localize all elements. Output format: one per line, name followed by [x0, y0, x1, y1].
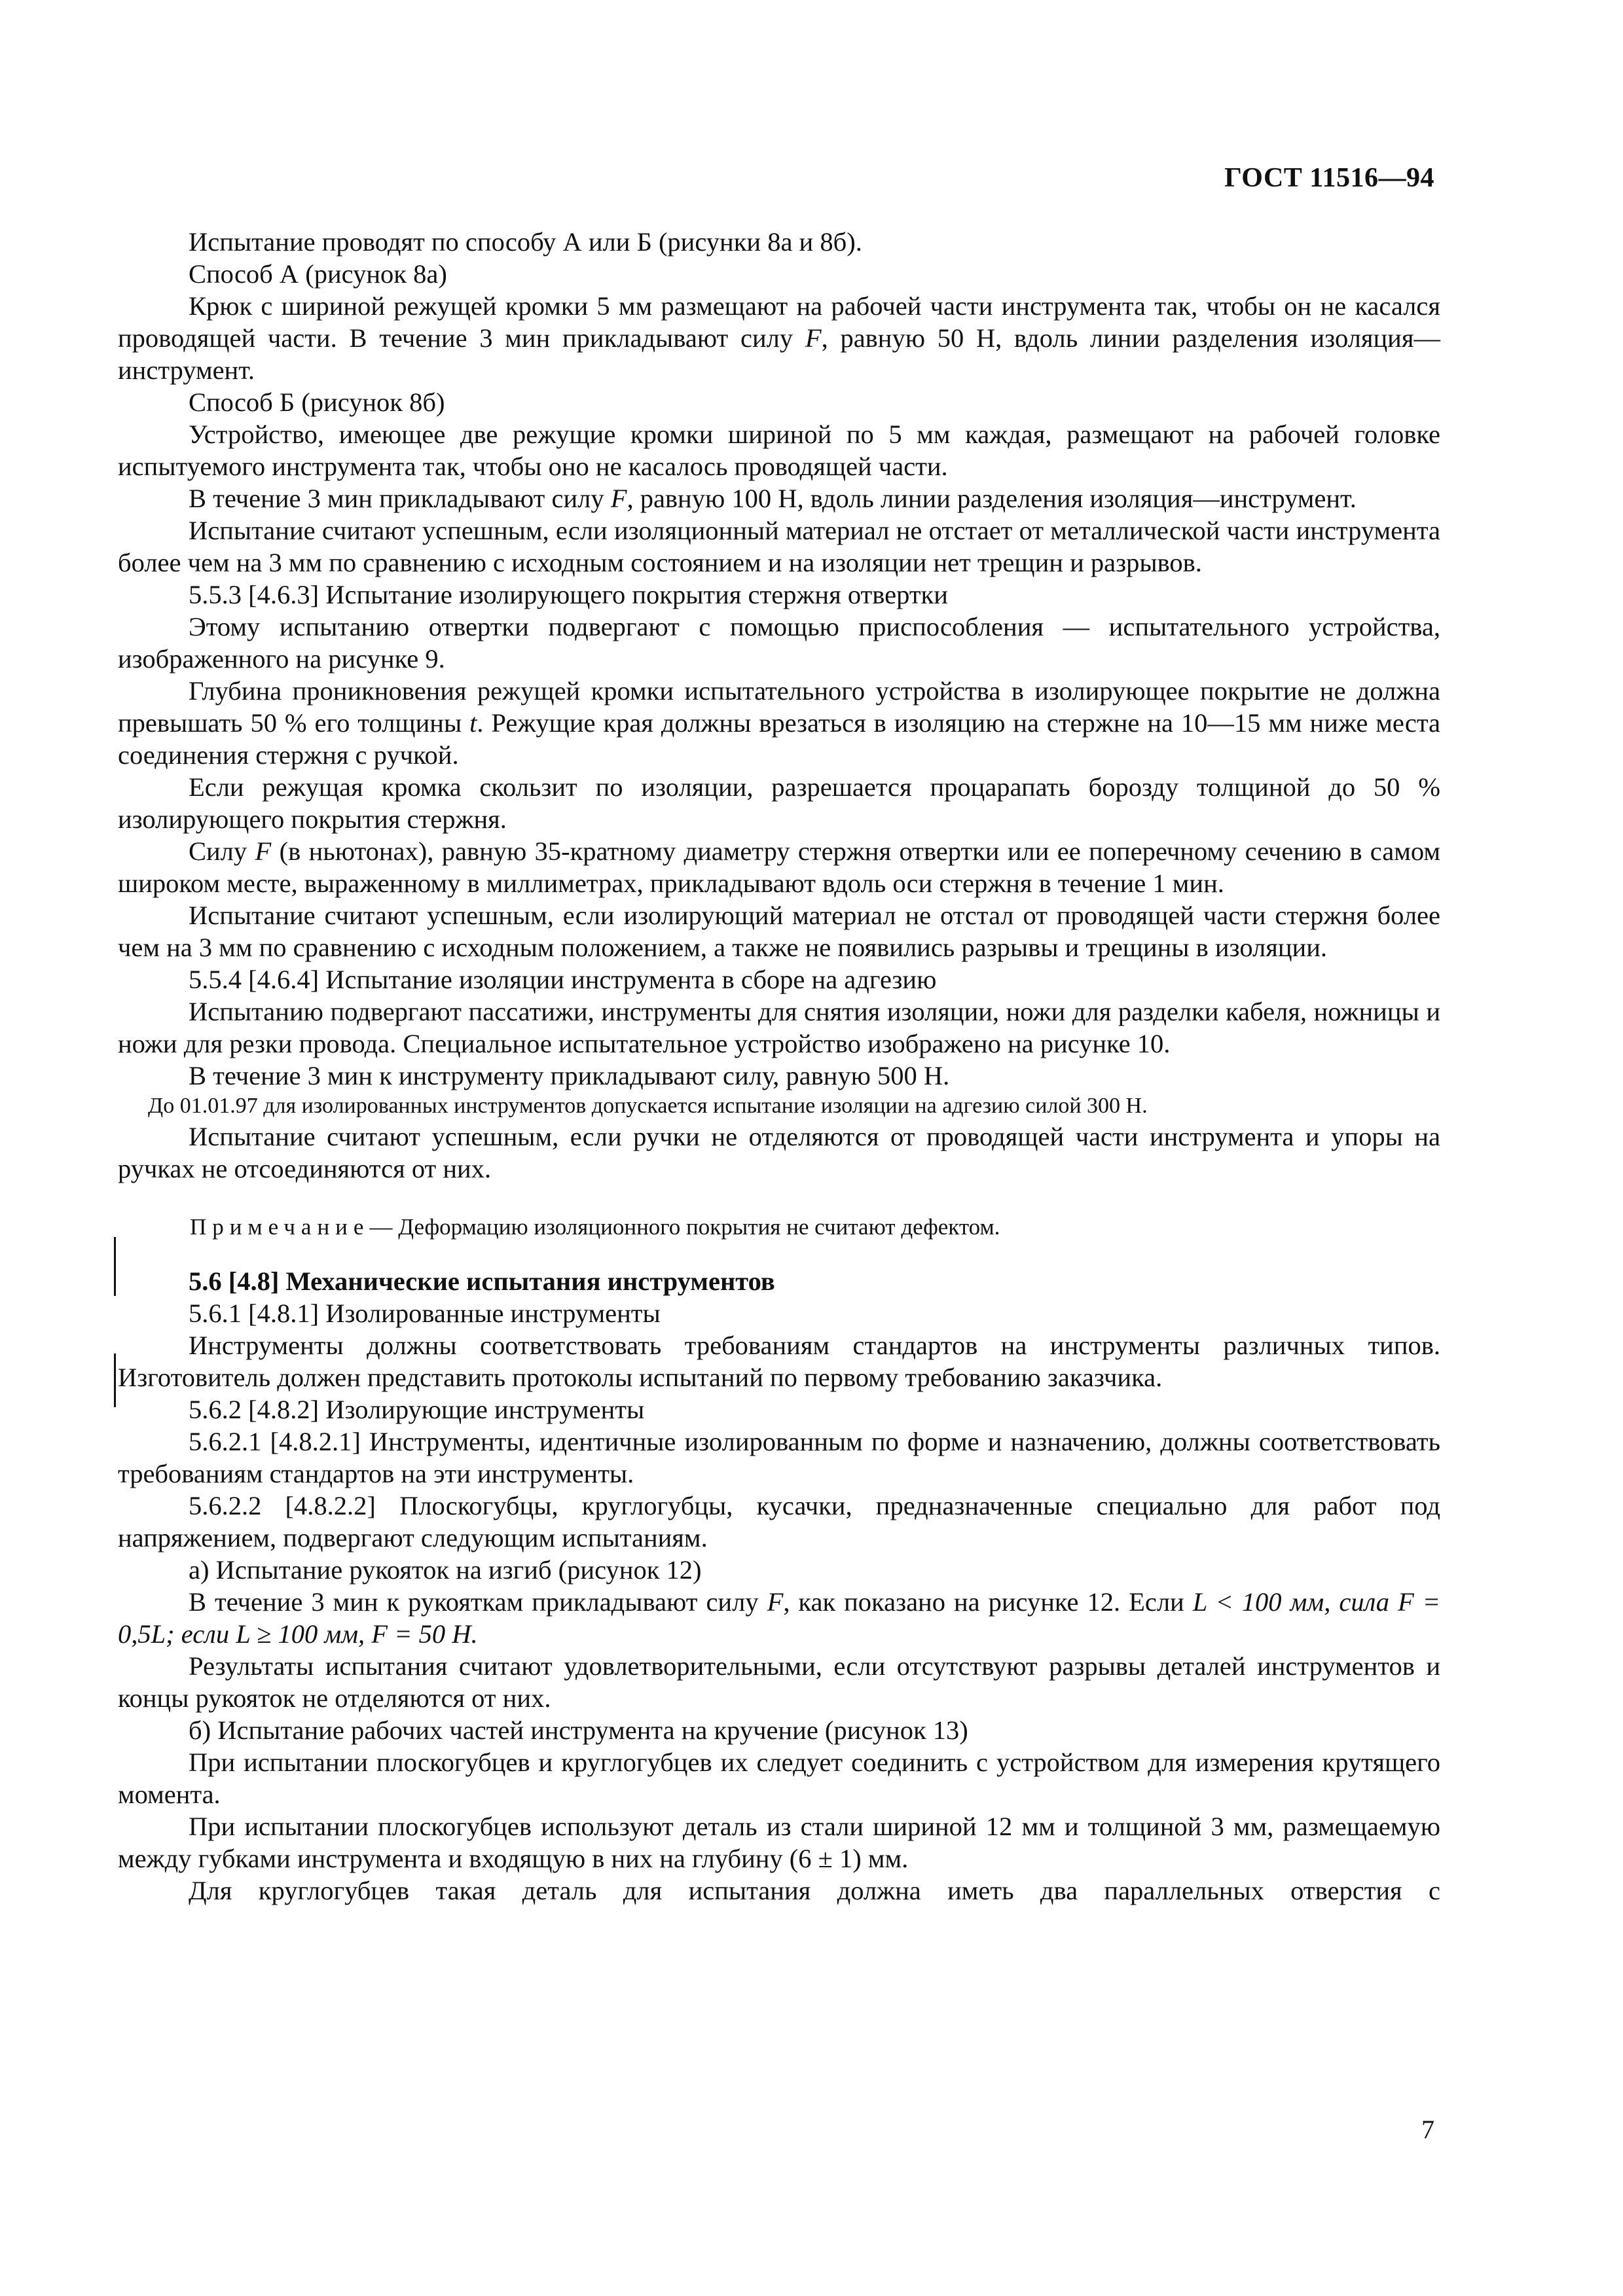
page-number: 7: [1421, 2115, 1434, 2144]
paragraph: Способ А (рисунок 8а): [189, 259, 447, 289]
paragraph: Испытание считают успешным, если изоляционный материал не отстает от металлической части инструмента более чем на 3 мм по сравнению с исходным состоянием и на изоляции нет трещин и разрывов.: [118, 516, 1440, 577]
paragraph: Испытание проводят по способу А или Б (рисунки 8а и 8б).: [189, 227, 862, 257]
section-heading-5-6: 5.6 [4.8] Механические испытания инструментов: [189, 1266, 775, 1296]
paragraph: При испытании плоскогубцев и круглогубцев их следует соединить с устройством для измерения крутящего момента.: [118, 1748, 1440, 1809]
paragraph: Силу F (в ньютонах), равную 35-кратному диаметру стержня отвертки или ее поперечному сечению в самом широком месте, выраженному в миллиметрах, прикладывают вдоль оси стержня в течение 1 мин.: [118, 836, 1440, 898]
document-body: [118, 226, 1440, 1907]
change-bar-2: [114, 1354, 116, 1407]
list-item: а) Испытание рукояток на изгиб (рисунок 12): [189, 1555, 702, 1585]
amendment-text: До 01.01.97 для изолированных инструментов допускается испытание изоляции на адгезию силой 300 Н.: [148, 1094, 1148, 1118]
paragraph: Для круглогубцев такая деталь для испытания должна иметь два параллельных отверстия с: [189, 1876, 1440, 1905]
section-heading: 5.6.2 [4.8.2] Изолирующие инструменты: [189, 1395, 645, 1424]
paragraph: Испытание считают успешным, если изолирующий материал не отстал от проводящей части стержня более чем на 3 мм по сравнению с исходным положением, а также не появились разрывы и трещины в изоляции.: [118, 901, 1440, 962]
paragraph: Этому испытанию отвертки подвергают с помощью приспособления — испытательного устройства, изображенного на рисунке 9.: [118, 612, 1440, 673]
paragraph: Глубина проникновения режущей кромки испытательного устройства в изолирующее покрытие не должна превышать 50 % его толщины t. Режущие края должны врезаться в изоляцию на стержне на 10—15 мм ниже места соединения стержня с ручкой.: [118, 676, 1441, 770]
note-text: — Деформацию изоляционного покрытия не считают дефектом.: [369, 1214, 1000, 1240]
paragraph: В течение 3 мин к инструменту прикладывают силу, равную 500 Н.: [189, 1061, 950, 1090]
change-bar-1: [114, 1237, 116, 1296]
document-header: ГОСТ 11516—94: [1224, 163, 1434, 193]
paragraph: Способ Б (рисунок 8б): [189, 387, 445, 417]
list-item: б) Испытание рабочих частей инструмента на кручение (рисунок 13): [189, 1715, 968, 1745]
paragraph: Инструменты должны соответствовать требованиям стандартов на инструменты различных типов. Изготовитель должен представить протоколы испытаний по первому требованию заказчика.: [118, 1331, 1440, 1392]
section-heading: 5.5.4 [4.6.4] Испытание изоляции инструмента в сборе на адгезию: [189, 965, 937, 994]
paragraph: В течение 3 мин прикладывают силу F, равную 100 Н, вдоль линии разделения изоляция—инструмент.: [189, 484, 1357, 513]
section-heading: 5.6.1 [4.8.1] Изолированные инструменты: [189, 1299, 661, 1328]
paragraph: Испытанию подвергают пассатижи, инструменты для снятия изоляции, ножи для разделки кабеля, ножницы и ножи для резки провода. Специальное испытательное устройство изображено на рисунке 10.: [118, 997, 1440, 1058]
paragraph: Результаты испытания считают удовлетворительными, если отсутствуют разрывы деталей инструментов и концы рукояток не отделяются от них.: [118, 1651, 1440, 1713]
paragraph: Испытание считают успешным, если ручки не отделяются от проводящей части инструмента и упоры на ручках не отсоединяются от них.: [118, 1122, 1440, 1183]
section-heading: 5.5.3 [4.6.3] Испытание изолирующего покрытия стержня отвертки: [189, 580, 948, 609]
paragraph: При испытании плоскогубцев используют деталь из стали шириной 12 мм и толщиной 3 мм, размещаемую между губками инструмента и входящую в них на глубину (6 ± 1) мм.: [118, 1812, 1440, 1873]
paragraph: 5.6.2.2 [4.8.2.2] Плоскогубцы, круглогубцы, кусачки, предназначенные специально для работ под напряжением, подвергают следующим испытаниям.: [118, 1491, 1440, 1552]
paragraph: В течение 3 мин к рукояткам прикладывают силу F, как показано на рисунке 12. Если L < 100 мм, сила F = 0,5L; если L ≥ 100 мм, F = 50 Н.: [118, 1587, 1441, 1649]
paragraph: 5.6.2.1 [4.8.2.1] Инструменты, идентичные изолированным по форме и назначению, должны соответствовать требованиям стандартов на эти инструменты.: [118, 1427, 1440, 1488]
note-label: Примечание: [190, 1214, 370, 1240]
paragraph: Если режущая кромка скользит по изоляции, разрешается процарапать борозду толщиной до 50 % изолирующего покрытия стержня.: [118, 772, 1440, 834]
note: [118, 1211, 1440, 1243]
paragraph: Устройство, имеющее две режущие кромки шириной по 5 мм каждая, размещают на рабочей головке испытуемого инструмента так, чтобы оно не касалось проводящей части.: [118, 420, 1440, 481]
paragraph: Крюк с шириной режущей кромки 5 мм размещают на рабочей части инструмента так, чтобы он не касался проводящей части. В течение 3 мин прикладывают силу F, равную 50 Н, вдоль линии разделения изоляция—инструмент.: [118, 291, 1440, 385]
